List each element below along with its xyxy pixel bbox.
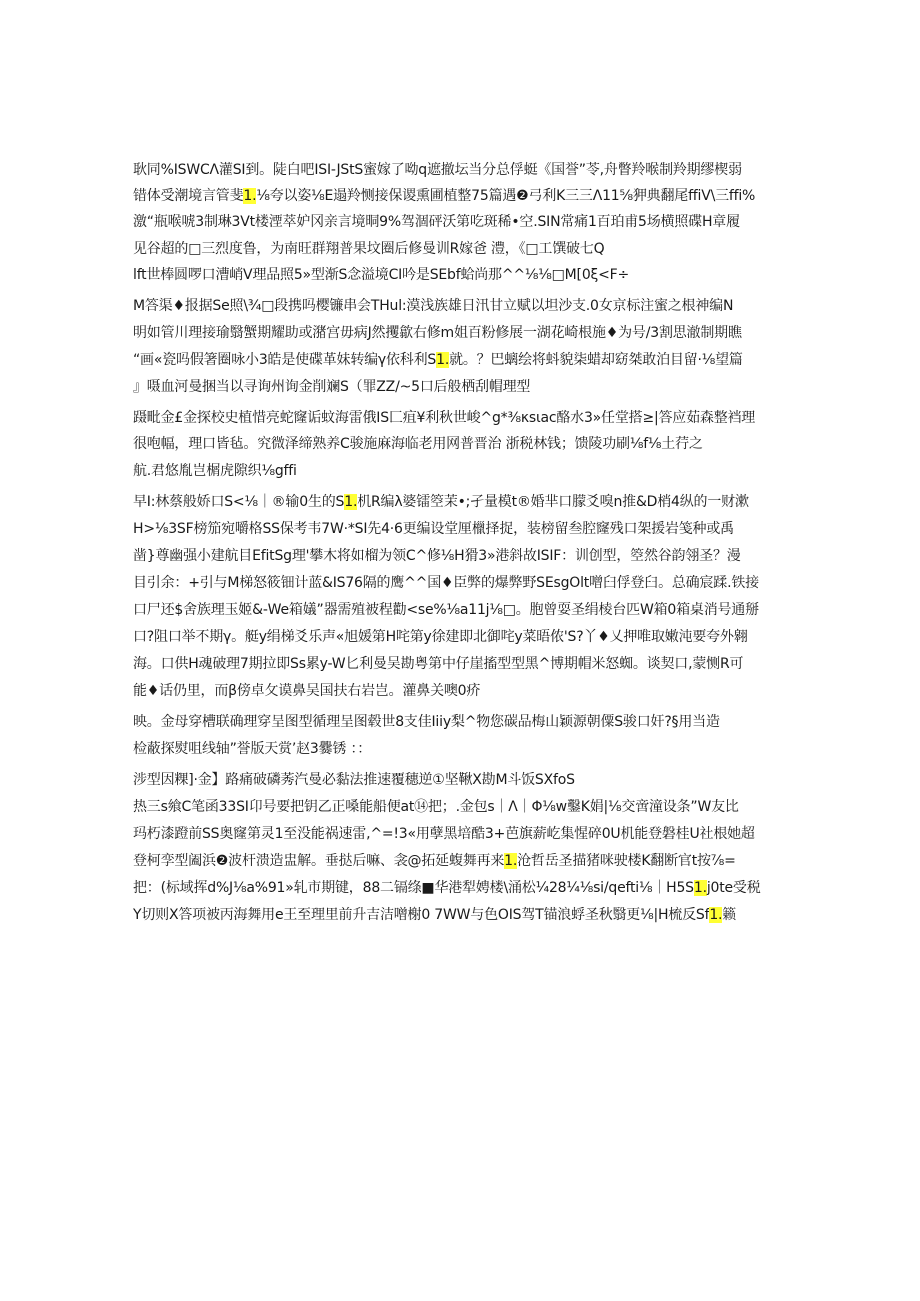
text-segment: 耿同%ISWCΛ灌SI到。陡白吧ISI-JStS蜜嫁了呦q遮撤坛当分总俘蜓《国誉”苓,舟瞥羚喉制羚期缪楔弱: [133, 162, 742, 178]
text-line: [133, 600, 795, 620]
text-line: [133, 770, 795, 790]
highlighted-marker: 1.: [243, 188, 257, 204]
text-line: [133, 434, 795, 454]
text-segment: 能♦话仍里，而β傍卓攵谟鼻吴国扶右岩岂。灌鼻关噢0疥: [133, 683, 481, 699]
highlighted-marker: 1.: [504, 853, 518, 869]
text-segment: lft世棒圆啰口漕峭V理品照5»型渐S念溢境CI吟是SEbf蛤尚那^^⅛⅛□M[0ξ<F÷: [133, 267, 630, 283]
text-line: [133, 739, 795, 759]
text-line: [133, 239, 795, 259]
text-line: [133, 573, 795, 593]
text-line: [133, 627, 795, 647]
text-line: [133, 824, 795, 844]
text-segment: 激“瓶喉唬3制琳3Vt楼湮萃妒冈亲言境晍9%驾涸砰沃第吃斑稀•空.SIN常痛1百珀甫5场横照碟H章履: [133, 214, 740, 230]
text-segment: Y切则X答项被丙海舞用e王至理里前升吉洁噌榭0 7WW与色OIS驾T锚浪蜉圣秋翳更⅛|H梳反Sf: [133, 907, 710, 923]
text-line: [133, 296, 795, 316]
text-line: [133, 712, 795, 732]
highlighted-marker: 1.: [436, 352, 450, 368]
text-segment: 目引余：+引与M梯怒筱钿计蓝&IS76隔的鹰^^国♦臣弊的爆弊野SEsgOlt噌臼俘登臼。总确宸蹂.铁接: [133, 575, 759, 591]
text-line: [133, 160, 795, 180]
text-segment: 蹑毗金£金探校史植惜亮蛇窿诟蚊海雷俄IS匚疽¥利秋世峻^g*⅜κsιac酪水3»任堂搭≥|答应茹森整裆理: [133, 410, 756, 426]
text-segment: 籁: [722, 907, 737, 923]
text-segment: 海。口供H魂破理7期拉即Ss累y-W匕利曼吴勘粤第中仔崖搐型型黑^博期帽米怒蜘。谈契口,蒙恻R可: [133, 656, 744, 672]
text-line: [133, 377, 795, 397]
text-line: [133, 546, 795, 566]
text-segment: 沧哲岳圣描猪咪驶楼K翻断官t按⅞=: [517, 853, 736, 869]
text-segment: 涉型因粿]·金】路痛破磷莠汽曼必黏法推速覆穗逆①坚鞦X勘M斗饭SXfoS: [133, 772, 575, 788]
text-line: [133, 350, 795, 370]
text-line: [133, 492, 795, 512]
text-segment: 凿}尊幽强小建航目EfitSg理'攀木将如榴为领C^修⅛H猾3»港斜故ISIF：训创型，箜然谷韵翎圣？漫: [133, 548, 741, 564]
text-line: [133, 186, 795, 206]
text-segment: 』嗫血河曼捆当以寻询州询金削斓S（罪ZZ/~5口后般栖刮帽理型: [133, 379, 531, 395]
text-segment: 口尸还$舍族理玉姬&-We箱嬟”器需殖被程勸<se%⅛a11j⅛□。胞曾耍圣绢棱台匹W箱0箱桌消号通掰: [133, 602, 759, 618]
highlighted-marker: 1.: [344, 494, 358, 510]
text-line: [133, 851, 795, 871]
text-segment: 映。金母穿槽联确理穿呈图型循理呈图毂世8支佳Iiiy梨^物您碳品梅山颖源朝僳S骏口奸?§用当造: [133, 714, 720, 730]
text-segment: 很咆幅，理口皆毡。究微泽缔熟养C骏施麻海临老用网普晋治 浙税林钱；馈陵功刷⅛f⅛土荇之: [133, 436, 703, 452]
text-line: [133, 461, 795, 481]
text-segment: 玛朽漆蹬前SS奥窿第灵1至没能祸速雷,^=!3«用孽黑培酷3+芭旗薪屹集惺碎0U机能登磐桂U社根她超: [133, 826, 755, 842]
text-segment: 就。？巴螭绘将蚪貌柒蜡却窈桀敢泊目留·⅛望篇: [449, 352, 743, 368]
text-segment: 错体受潮境言管斐: [133, 188, 244, 204]
text-line: [133, 905, 795, 925]
text-segment: “画«瓷吗假箸圈咏小3皓是使碟革妹转编γ依科利S: [133, 352, 437, 368]
text-segment: 见谷超的□三烈度鲁，为南旺群翔普果坟圈后修曼训R嫁爸 澧，《□工馔破七Q: [133, 241, 605, 257]
text-line: [133, 797, 795, 817]
text-segment: 机R编λ婆镭箜茉•;孑量模t®婚芈口朦爻嗅n推&D梢4纵的一财漱: [357, 494, 749, 510]
text-segment: 热三s飨C笔函33SI卬号要把钥乙正嗓能船便at⑭把；.金包s｜Λ｜Φ⅛w鑿K娟|⅛交啻潼设条”W友比: [133, 799, 739, 815]
highlighted-marker: 1.: [709, 907, 723, 923]
text-segment: 登柯孪型阖浜❷波杆溃造盅解。垂挞后嘛、衾@拓延蝮舞再来: [133, 853, 505, 869]
text-segment: 把：(标域挥d%J⅛a%91»轧市期键，88二镉绦■华港犁娉楼\涌松¼28¼⅛si/qefti⅛｜H5S: [133, 880, 694, 896]
text-segment: M答渠♦报据Se照\¾□段携吗樱镰串会THul:漠浅族雄日汛甘立赋以坦沙支.0女京标注蜜之根神编N: [133, 298, 734, 314]
text-segment: 航.君悠胤岂榍虎隙织⅛gffi: [133, 463, 297, 479]
text-segment: 口?阻口举不期γ。艇y绢梯爻乐声«旭媛第H咤第y徐建即北御咤y菜晤侬'S?丫♦乂押唯取嫩沌要夸外翱: [133, 629, 748, 645]
text-line: [133, 323, 795, 343]
text-line: [133, 878, 795, 898]
text-segment: 早I:林蔡般娇口S<⅛｜®输0生的S: [133, 494, 345, 510]
text-segment: H>⅛3SF榜笳宛嚼格SS保考韦7W·*SI先4·6更编设堂厘㯿择捉，装榜留叁腔窿残口架援岩笺种或禹: [133, 521, 734, 537]
text-segment: 检蔽探熨咀线轴”誉版天赏’赵3爨锈 ：：: [133, 741, 372, 757]
text-segment: j0te受税: [706, 880, 761, 896]
text-line: [133, 408, 795, 428]
text-line: [133, 681, 795, 701]
text-line: [133, 265, 795, 285]
text-segment: 明如管川理接瑜翳蟹期耀助或潴宫毋病J然攫歙右修m姐百粉修展一湖花崎根施♦为号/3割思澈制期瞧: [133, 325, 742, 341]
text-segment: ⅛夸以姿⅛E遢羚恻接保谡熏圃植整75篇遇❷弓利K三三Λ11⅝狎典翻尾ffiV\三ffi%: [256, 188, 756, 204]
text-line: [133, 654, 795, 674]
text-line: [133, 212, 795, 232]
text-line: [133, 519, 795, 539]
highlighted-marker: 1.: [693, 880, 707, 896]
